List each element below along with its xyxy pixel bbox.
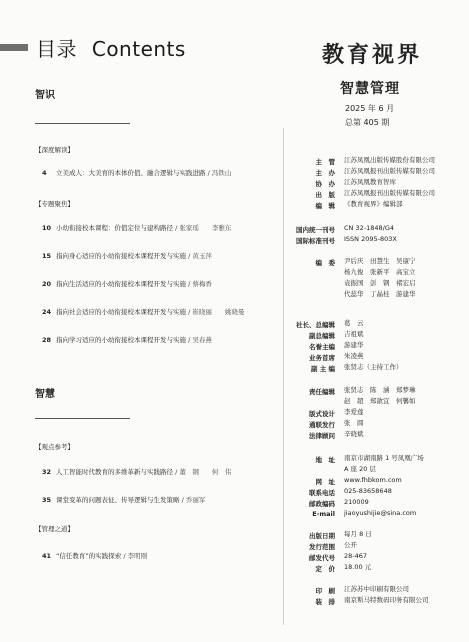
masthead-value: 每月 8 日 [344,530,372,538]
masthead-label: 地 址 [315,456,335,464]
toc-entry[interactable] [42,279,282,288]
masthead-value: 公开 [344,541,357,549]
toc-page: 28 [42,336,52,344]
masthead-value: 南京市湖南路 1 号凤凰广场 A 座 20 层 [344,454,424,473]
toc-author: / 黄玉萍 [188,252,212,260]
masthead-label: 通联发行 [309,421,335,429]
masthead-value: 江苏凤凰报刊出版传媒有限公司 [344,189,435,197]
price-value: 18.00 元 [344,563,372,571]
masthead-label: 发行范围 [309,543,335,551]
toc-title: 指向社会适应的小幼衔接校本课程开发与实施 [56,308,186,316]
masthead-label: 出 版 [315,191,335,199]
toc-page: 4 [42,169,47,177]
toc-title: 立美成人：大美育的本体价值、融合逻辑与实践进路 [56,169,206,177]
toc-title: 指向身心适应的小幼衔接校本课程开发与实施 [56,252,186,260]
postcode-value: 210009 [344,498,369,506]
masthead-value: 28-467 [344,552,368,560]
header-bar-decoration [0,44,28,51]
masthead-label: 协 办 [315,180,335,188]
issue-date: 2025 年 6 月 [345,104,395,113]
masthead-value: 江苏凤凰报刊出版传媒有限公司 [344,167,435,175]
masthead-value: 江苏凤凰教育智库 [344,178,396,186]
section-rule [35,418,130,419]
toc-author: / 董 钢 何 伟 [175,468,232,476]
toc-author: / 冯铁山 [207,169,232,177]
toc-title-en: Contents [91,37,186,61]
masthead-value: 李爱莲 [344,408,364,416]
toc-title: 指向生活适应的小幼衔接校本课程开发与实施 [56,280,186,288]
column-title: 【专题聚焦】 [35,200,74,208]
masthead-label: 副 主 编 [310,365,335,373]
toc-title: “信任教育”的实践探索 [56,552,122,560]
magazine-subtitle: 智慧管理 [340,81,400,97]
masthead-label: 责任编辑 [309,388,335,396]
toc-page: 24 [42,308,52,316]
masthead-value: 南京斯马特数码印务有限公司 [344,596,429,604]
email-value: jiaoyushijie@sina.com [344,509,417,517]
toc-heading [36,33,186,62]
masthead-label: 出版日期 [309,532,335,540]
toc-entry[interactable] [42,251,282,260]
masthead-value: 张贤志 陈 涵 郑梦琳 赵 超 郑歆宜 何馨如 [344,386,416,405]
masthead-label: 业务首席 [309,354,335,362]
toc-title: 小幼衔接校本课程：价值定位与建构路径 [56,224,173,232]
masthead-label: 邮政编码 [309,500,335,508]
masthead-value: 江苏苏中印刷有限公司 [344,585,409,593]
toc-title: 目录 [36,37,77,61]
masthead-label: 社长、总编辑 [296,321,335,329]
toc-page: 20 [42,280,52,288]
masthead-label: 主 管 [315,158,335,166]
masthead-value: ISSN 2095-803X [344,235,397,243]
masthead-value: 吉祖斌 [344,330,364,338]
toc-title: 指向学习适应的小幼衔接校本课程开发与实施 [56,336,186,344]
masthead-label: 邮发代号 [309,554,335,562]
masthead-label: 装 排 [315,598,335,606]
masthead-label: 名誉主编 [309,343,335,351]
masthead-label: 定 价 [315,565,335,573]
phone-value: 025-83658648 [344,487,392,495]
column-title: 【观点参考】 [35,443,74,451]
column-title: 【深度解读】 [35,146,74,154]
masthead-label: 编 辑 [315,202,335,210]
toc-author: / 崔晓丽 姚晓曼 [188,308,245,316]
toc-page: 35 [42,496,52,504]
toc-author: / 蔡梅香 [188,280,212,288]
masthead-label: 编 委 [315,259,335,267]
masthead-label: 法律顾问 [309,432,335,440]
section-title: 智慧 [35,389,55,400]
toc-author: / 吴春燕 [188,336,212,344]
masthead-value: 张 圆 [344,419,364,427]
masthead-label: 版式设计 [309,410,335,418]
toc-entry[interactable] [42,168,282,177]
toc-entry[interactable] [42,495,282,504]
section-rule [35,123,130,124]
section-title: 智识 [35,90,55,101]
toc-page: 15 [42,252,52,260]
masthead-value: 辛晓斌 [344,430,364,438]
toc-page: 32 [42,468,52,476]
toc-entry[interactable] [42,467,282,476]
toc-author: / 张家瑶 李雅东 [175,224,232,232]
toc-page: 10 [42,224,52,232]
toc-author: / 李明刚 [123,552,148,560]
toc-entry[interactable] [42,223,282,232]
masthead-value: 《教育视界》编辑部 [344,200,403,208]
masthead-value: 朱凌燕 [344,352,364,360]
masthead-label: 主 办 [315,169,335,177]
masthead-value: 葛 云 [344,319,364,327]
masthead-value: CN 32-1848/G4 [344,224,394,232]
masthead-label: 网 址 [315,478,335,486]
masthead-value: 张贤志（主持工作） [344,363,403,371]
column-title: 【管理之道】 [35,525,74,533]
website-value: www.fhbkom.com [344,476,402,484]
masthead-label: 国际标准刊号 [296,237,335,245]
masthead-label: 副总编辑 [309,332,335,340]
toc-page: 41 [42,552,52,560]
masthead-label: 国内统一刊号 [296,226,335,234]
masthead-value: 游建华 [344,341,364,349]
toc-entry[interactable] [42,307,282,316]
issue-number: 总第 405 期 [345,118,390,127]
masthead-value: 尹后庆 田慧生 吴康宁 杨九俊 张新平 高宝立 袁振国 彭 钢 褚宏启 代蕊华 丁晶桂 游建华 [344,257,416,298]
masthead-value: 江苏凤凰出版传媒股份有限公司 [344,156,435,164]
magazine-name: 教育视界 [322,42,423,68]
toc-title: 课堂变革的问题表征、传导逻辑与生发策略 [56,496,180,504]
masthead-label: 联系电话 [309,489,335,497]
toc-entry[interactable] [42,335,282,344]
masthead-label: E-mail [312,510,335,518]
toc-title: 人工智能时代教育的多维革新与实践路径 [56,468,173,476]
toc-author: / 乔丽军 [181,496,206,504]
masthead-label: 印 刷 [315,587,335,595]
toc-entry[interactable] [42,551,282,560]
